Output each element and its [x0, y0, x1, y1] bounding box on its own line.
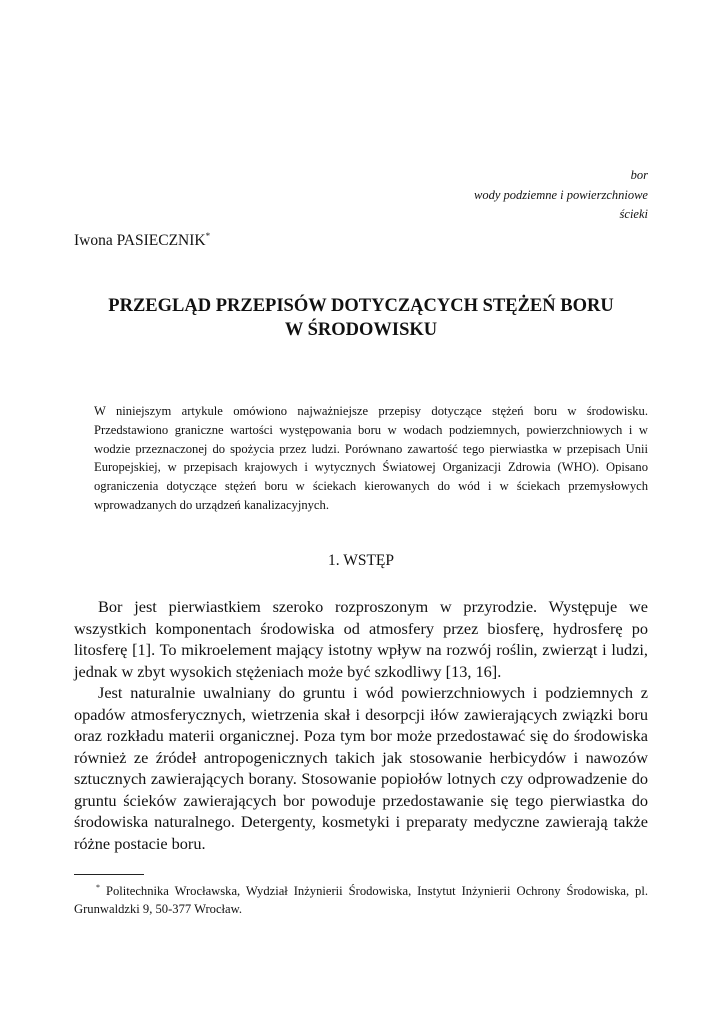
keyword: bor	[630, 168, 648, 182]
footnote-mark: *	[96, 882, 100, 892]
paper-title	[74, 294, 648, 342]
author-name: Iwona PASIECZNIK	[74, 232, 206, 249]
paragraph: Bor jest pierwiastkiem szeroko rozproszonym w przyrodzie. Występuje we wszystkich komponentach środowiska od atmosfery przez biosferę, hydrosferę po litosferę [1]. To mikroelement mający istotny wpływ na rozwój roślin, zwierząt i ludzi, jednak w zbyt wysokich stężeniach może być szkodliwy [13, 16].	[74, 597, 648, 681]
keyword: ścieki	[619, 207, 648, 221]
section-heading: 1. WSTĘP	[327, 552, 395, 569]
paragraph: Jest naturalnie uwalniany do gruntu i wód powierzchniowych i podziemnych z opadów atmosferycznych, wietrzenia skał i desorpcji iłów zawierających związki boru oraz rozkładu materii organicznej. Poza tym bor może przedostawać się do środowiska również ze źródeł antropogenicznych takich jak stosowanie herbicydów i nawozów sztucznych zawierających borany. Stosowanie popiołów lotnych czy odprowadzenie do gruntu ścieków zawierających bor powoduje przedostawanie się tego pierwiastka do środowiska naturalnego. Detergenty, kosmetyki i preparaty medyczne zawierają także różne postacie boru.	[74, 683, 648, 853]
title-line: W ŚRODOWISKU	[284, 320, 438, 340]
title-line: PRZEGLĄD PRZEPISÓW DOTYCZĄCYCH STĘŻEŃ BORU	[108, 296, 614, 316]
author-line	[74, 232, 210, 250]
body-text	[74, 596, 648, 854]
footnote-text: Politechnika Wrocławska, Wydział Inżynierii Środowiska, Instytut Inżynierii Ochrony Środowiska, pl. Grunwaldzki 9, 50-377 Wrocław.	[74, 884, 648, 916]
abstract: W niniejszym artykule omówiono najważniejsze przepisy dotyczące stężeń boru w środowisku. Przedstawiono graniczne wartości występowania boru w wodach podziemnych, powierzchniowych i w wodzie przeznaczonej do spożycia przez ludzi. Porównano zawartość tego pierwiastka w przepisach Unii Europejskiej, w przepisach krajowych i wytycznych Światowej Organizacji Zdrowia (WHO). Opisano ograniczenia dotyczące stężeń boru w ściekach kierowanych do wód i w ściekach przemysłowych wprowadzanych do urządzeń kanalizacyjnych.	[94, 404, 648, 512]
keywords-block	[474, 166, 648, 225]
author-footnote-mark: *	[205, 230, 211, 241]
keyword: wody podziemne i powierzchniowe	[474, 187, 648, 202]
footnote	[74, 882, 648, 918]
footnote-divider	[74, 874, 144, 875]
